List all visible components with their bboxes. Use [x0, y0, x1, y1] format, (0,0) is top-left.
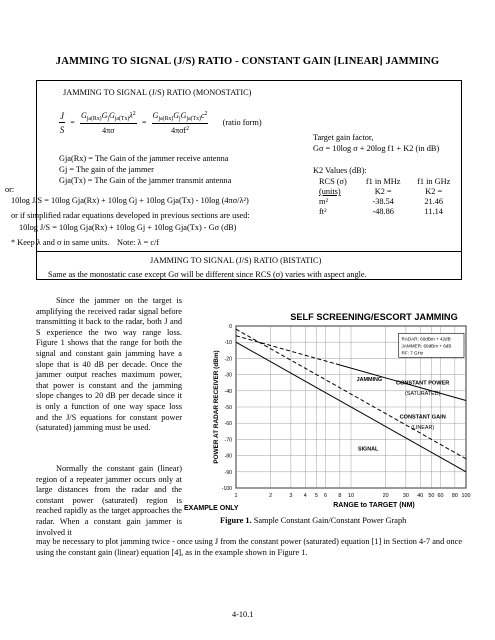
- bistatic-heading: JAMMING TO SIGNAL (J/S) RATIO (BISTATIC): [150, 256, 322, 265]
- y-tick-label: -50: [224, 405, 232, 411]
- k2-cell: ft²: [319, 207, 327, 216]
- chart-container: [184, 310, 476, 510]
- y-tick-label: -60: [224, 421, 232, 428]
- definition-gja-rx: Gja(Rx) = The Gain of the jammer receive antenna: [59, 154, 229, 163]
- section-divider: [37, 251, 461, 252]
- eq-j: J: [60, 111, 64, 121]
- y-tick-label: -90: [224, 469, 232, 476]
- target-gain-formula: Gσ = 10log σ + 20log f1 + K2 (in dB): [313, 144, 440, 153]
- x-tick-label: 80: [451, 493, 458, 499]
- keep-units-note: * Keep λ and σ in same units.: [11, 238, 110, 247]
- body-paragraph-2: Normally the constant gain (linear) region of a repeater jammer occurs only at large distances from the radar and the constant power (saturated) region is reached rapidly as the target approaches the radar. When a constant gain jammer is involved it: [36, 464, 182, 537]
- page-title: JAMMING TO SIGNAL (J/S) RATIO - CONSTANT GAIN [LINEAR] JAMMING: [55, 56, 440, 67]
- x-tick-label: 10: [348, 493, 354, 499]
- y-tick-label: -70: [224, 437, 232, 444]
- x-tick-label: 30: [402, 493, 409, 499]
- k2-units-row: [319, 187, 459, 197]
- k2-cell: -38.54: [372, 197, 394, 206]
- x-tick-label: 2: [269, 493, 273, 499]
- y-tick-label: -30: [224, 372, 232, 379]
- x-tick-label: 6: [323, 493, 327, 499]
- y-tick-label: -20: [224, 356, 232, 363]
- y-tick-label: -10: [224, 340, 232, 347]
- x-tick-label: 50: [428, 493, 435, 499]
- k2-units-cell: K2 =: [374, 187, 392, 196]
- legend-entry: RADAR: 60dBm + 42dB: [401, 336, 451, 342]
- k2-cell: 21.46: [424, 197, 444, 206]
- log-equation: 10log J/S = 10log Gja(Rx) + 10log Gj + 10log Gja(Tx) - 10log (4πσ/λ²): [11, 196, 249, 205]
- constant-power-annotation: CONSTANT POWER: [395, 380, 450, 387]
- x-tick-label: 4: [303, 493, 307, 499]
- legend-entry: RF: 7 GHz: [401, 350, 424, 356]
- signal-annotation: SIGNAL: [357, 446, 379, 453]
- x-tick-label: 3: [289, 493, 293, 499]
- x-tick-label: 5: [314, 493, 318, 499]
- series-line: [236, 336, 336, 364]
- k2-header-row: [319, 177, 459, 187]
- table-row: [319, 207, 459, 217]
- eq-equals-1: =: [70, 118, 75, 128]
- body-paragraph-1: Since the jammer on the target is amplifying the received radar signal before transmitting it back to the radar, both J and S experience the two way range loss. Figure 1 shows that the range for both the signal and constant gain jamming have a slope that is 40 dB per decade. Once the jammer output reaches maximum power, that power is constant and the jamming slope changes to 20 dB per decade since it is only a function of one way space loss and the J/S equations for constant power (saturated) jamming must be used.: [36, 296, 182, 433]
- x-tick-label: 60: [437, 493, 444, 499]
- k2-header-cell: f1 in GHz: [417, 177, 451, 186]
- body-paragraph-2-continued: may be necessary to plot jamming twice - once using J from the constant power (saturated) equation [1] in Section 4-7 and once using the constant gain (linear) equation [4], as in the example shown in Figure 1.: [36, 537, 462, 557]
- x-tick-label: 100: [461, 493, 471, 499]
- eq-s: S: [59, 125, 65, 135]
- constant-gain-annotation: CONSTANT GAIN: [399, 414, 446, 421]
- k2-units-cell: K2 =: [425, 187, 443, 196]
- chart-title: SELF SCREENING/ESCORT JAMMING: [290, 312, 458, 322]
- x-tick-label: 1: [234, 493, 238, 499]
- x-tick-label: 20: [382, 493, 389, 499]
- x-axis-label: RANGE to TARGET (NM): [333, 502, 415, 509]
- page-number: 4-10.1: [232, 610, 254, 619]
- x-tick-label: 40: [417, 493, 424, 499]
- monostatic-box: [5, 80, 462, 280]
- definition-gj: Gj = The gain of the jammer: [59, 165, 154, 174]
- y-tick-label: -100: [221, 486, 232, 492]
- k2-header-cell: f1 in MHz: [365, 177, 401, 186]
- monostatic-heading: JAMMING TO SIGNAL (J/S) RATIO (MONOSTATIC): [63, 88, 252, 97]
- eq-den1: 4πσ: [102, 126, 115, 135]
- k2-table: [319, 177, 459, 217]
- x-tick-label: 8: [338, 493, 342, 499]
- k2-header-cell: RCS (σ): [319, 177, 347, 186]
- constant-gain-annotation: (LINEAR): [411, 424, 435, 431]
- k2-units-cell: (units): [319, 187, 341, 196]
- log-equation-simplified: 10log J/S = 10log Gja(Rx) + 10log Gj + 10log Gja(Tx) - Gσ (dB): [19, 223, 237, 232]
- jamming-chart: [184, 310, 476, 510]
- y-axis-label: POWER AT RADAR RECEIVER (dBm): [213, 350, 220, 464]
- constant-power-annotation: (SATURATED): [404, 390, 441, 397]
- k2-cell: 11.14: [424, 207, 443, 216]
- eq-num1: G: [81, 111, 87, 120]
- eq-den2: 4πσf: [171, 126, 187, 135]
- y-tick-label: -40: [224, 388, 232, 395]
- jamming-annotation: JAMMING: [356, 377, 383, 384]
- example-only-label: EXAMPLE ONLY: [184, 505, 239, 510]
- target-gain-label: Target gain factor,: [313, 133, 374, 142]
- k2-cell: -48.86: [372, 207, 394, 216]
- y-tick-label: -80: [224, 453, 232, 460]
- k2-cell: m²: [319, 197, 328, 206]
- figure-caption: [220, 516, 406, 525]
- lambda-note: Note: λ = c/f: [117, 238, 160, 247]
- k2-title: K2 Values (dB):: [313, 166, 367, 175]
- js-ratio-equation: $\frac{J}{S}$ = $\frac{G_{ja(Rx)}G_jG_{ja(Tx)}\lambda^2}{4\pi\sigma}$ = $\frac{G_{ja(Rx)}G_jG_{ja(Tx)}c^2}{4\pi\sigma f^2}$ (ratio form): [59, 111, 262, 135]
- eq-num2: G: [152, 111, 159, 120]
- table-row: [319, 197, 459, 207]
- y-tick-label: 0: [229, 324, 232, 330]
- legend-entry: JAMMER: 60dBm + 6dB: [401, 343, 452, 349]
- bistatic-text: Same as the monostatic case except Gσ will be different since RCS (σ) varies with aspect angle.: [48, 270, 367, 279]
- or-label: or:: [5, 185, 15, 194]
- figure-caption-text: Figure 1. Sample Constant Gain/Constant Power Graph: [220, 516, 407, 525]
- definition-gja-tx: Gja(Tx) = The Gain of the jammer transmit antenna: [59, 176, 232, 185]
- ratio-form-label: (ratio form): [222, 118, 262, 128]
- simplified-note: or if simplified radar equations developed in previous sections are used:: [11, 211, 250, 220]
